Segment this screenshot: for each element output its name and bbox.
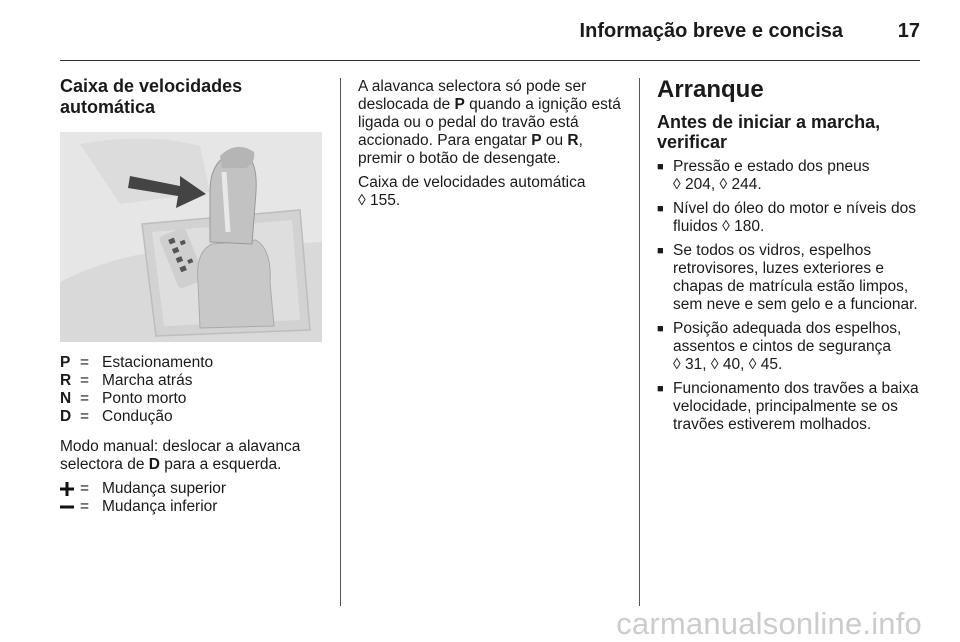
legend-equals: = bbox=[80, 354, 90, 371]
section-heading: Caixa de velocidades automática bbox=[60, 76, 243, 117]
reference-icon: ◊ bbox=[358, 192, 366, 209]
list-item-text bbox=[673, 200, 927, 236]
bold-run: P bbox=[531, 132, 542, 149]
subheading: Antes de iniciar a marcha, verificar bbox=[657, 112, 881, 152]
page-reference[interactable]: 45. bbox=[760, 356, 783, 373]
column-3 bbox=[657, 76, 927, 440]
legend-key: P bbox=[60, 354, 71, 371]
legend-value: Estacionamento bbox=[102, 354, 214, 371]
reference-icon: ◊ bbox=[748, 356, 757, 373]
list-item bbox=[657, 380, 927, 434]
manual-bold: D bbox=[148, 456, 160, 473]
list-item bbox=[657, 200, 927, 236]
column-divider bbox=[340, 78, 341, 606]
legend-row bbox=[60, 372, 325, 390]
list-item-text: Funcionamento dos travões a baixa velocidade, principalmente se os travões estiverem molhados. bbox=[673, 380, 919, 433]
legend-equals: = bbox=[80, 480, 90, 497]
page-reference[interactable]: 204, bbox=[684, 176, 716, 193]
plus-icon bbox=[60, 480, 80, 498]
selector-lever-paragraph bbox=[358, 78, 628, 168]
legend-equals: = bbox=[80, 390, 90, 407]
text-run: Pressão e estado dos pneus bbox=[673, 158, 870, 175]
legend-equals: = bbox=[80, 498, 90, 515]
column-divider bbox=[639, 78, 640, 606]
legend-value: Marcha atrás bbox=[102, 372, 193, 389]
legend-row bbox=[60, 354, 325, 372]
cross-reference-paragraph bbox=[358, 174, 628, 210]
list-item-text: Se todos os vidros, espelhos retrovisores, luzes exteriores e chapas de matrícula estão limpos, sem neve e sem gelo e a funcionar. bbox=[673, 242, 918, 313]
page-number: 17 bbox=[897, 20, 920, 42]
legend-equals: = bbox=[80, 408, 90, 425]
manual-text: Modo manual: deslocar a alavanca selectora de bbox=[60, 438, 301, 473]
reference-icon: ◊ bbox=[673, 176, 681, 193]
bullet-icon: ■ bbox=[657, 323, 664, 335]
bold-run: P bbox=[454, 96, 465, 113]
header-rule bbox=[60, 60, 920, 61]
header-title: Informação breve e concisa bbox=[579, 20, 843, 42]
legend-row bbox=[60, 390, 325, 408]
text-run: , premir o botão de desengate. bbox=[358, 132, 583, 167]
column-1 bbox=[60, 76, 325, 516]
bullet-icon: ■ bbox=[657, 161, 664, 173]
shift-legend bbox=[60, 480, 325, 516]
legend-row bbox=[60, 480, 325, 498]
bullet-icon: ■ bbox=[657, 383, 664, 395]
column-2 bbox=[358, 78, 628, 216]
list-item-text bbox=[673, 158, 869, 194]
page-reference[interactable]: 155. bbox=[369, 192, 401, 209]
legend-value: Condução bbox=[102, 408, 173, 425]
reference-icon: ◊ bbox=[710, 356, 719, 373]
gear-lever-illustration bbox=[60, 132, 322, 342]
section-title: Arranque bbox=[657, 76, 764, 103]
bullet-icon: ■ bbox=[657, 245, 664, 257]
list-item bbox=[657, 158, 927, 194]
reference-icon: ◊ bbox=[719, 176, 728, 193]
text-run: Caixa de velocidades automática bbox=[358, 174, 586, 191]
gear-legend bbox=[60, 354, 325, 426]
legend-value: Ponto morto bbox=[102, 390, 187, 407]
legend-equals: = bbox=[80, 372, 90, 389]
legend-row bbox=[60, 408, 325, 426]
list-item bbox=[657, 320, 927, 374]
text-run: A alavanca selectora só pode ser deslocada de bbox=[358, 78, 587, 113]
legend-row bbox=[60, 498, 325, 516]
text-run: Nível do óleo do motor e níveis dos fluidos bbox=[673, 200, 916, 235]
list-item bbox=[657, 242, 927, 314]
manual-mode-paragraph bbox=[60, 438, 325, 474]
bold-run: R bbox=[567, 132, 579, 149]
list-item-text bbox=[673, 320, 927, 374]
legend-value: Mudança inferior bbox=[102, 498, 218, 515]
legend-key: R bbox=[60, 372, 72, 389]
reference-icon: ◊ bbox=[673, 356, 681, 373]
page-reference[interactable]: 31, bbox=[684, 356, 707, 373]
page-reference[interactable]: 180. bbox=[734, 218, 765, 235]
legend-value: Mudança superior bbox=[102, 480, 227, 497]
bullet-icon: ■ bbox=[657, 203, 664, 215]
minus-icon bbox=[60, 498, 80, 516]
text-run: ou bbox=[541, 132, 568, 149]
watermark: carmanualsonline.info bbox=[616, 606, 922, 641]
text-run: Posição adequada dos espelhos, assentos e cintos de segurança bbox=[673, 320, 902, 355]
legend-key: D bbox=[60, 408, 72, 425]
legend-key: N bbox=[60, 390, 72, 407]
page-reference[interactable]: 244. bbox=[731, 176, 762, 193]
reference-icon: ◊ bbox=[722, 218, 730, 235]
text-run: quando a ignição está ligada ou o pedal do travão está accionado. Para engatar bbox=[358, 96, 621, 149]
page-reference[interactable]: 40, bbox=[722, 356, 745, 373]
manual-text: para a esquerda. bbox=[159, 456, 282, 473]
